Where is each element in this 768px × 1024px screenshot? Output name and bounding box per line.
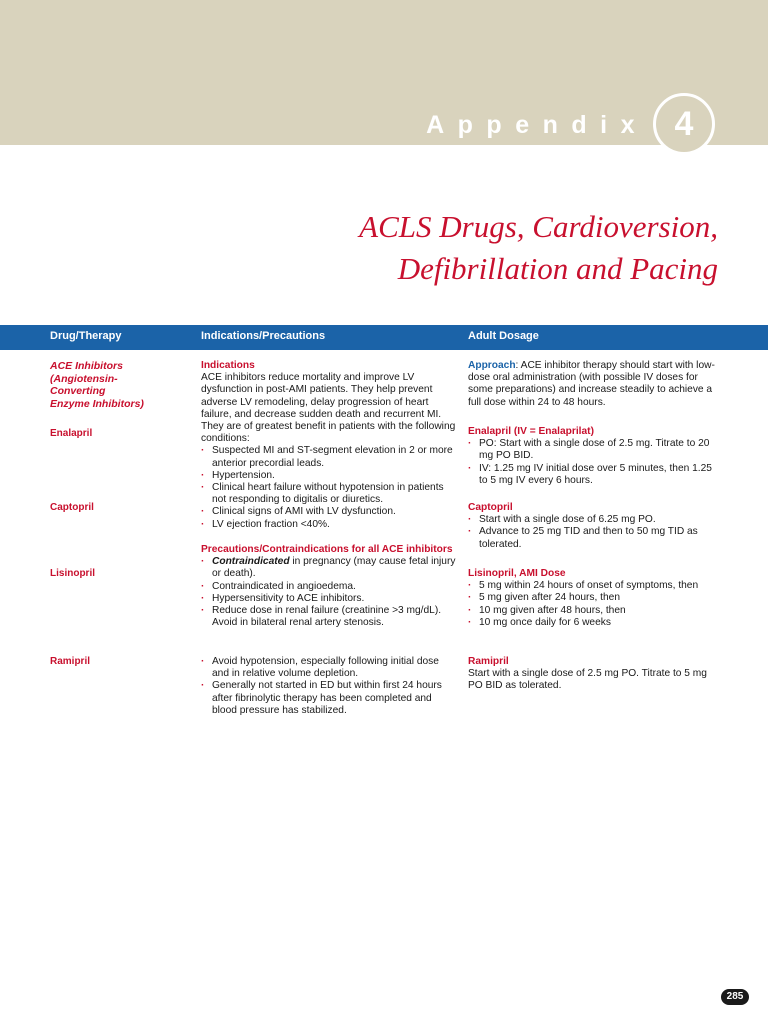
indications-cell [201, 360, 457, 531]
list-item: · Contraindicated in angioedema. [201, 581, 457, 593]
title-line-2: Defibrillation and Pacing [397, 251, 718, 286]
list-item: · Generally not started in ED but within first 24 hours after fibrinolytic therapy has been completed and blood pressure has stabilized. [201, 680, 457, 717]
drug-lisinopril: Lisinopril [50, 568, 95, 579]
dosage-ramipril [468, 656, 723, 693]
column-header-indications: Indications/Precautions [201, 330, 326, 342]
title-line-1: ACLS Drugs, Cardioversion, [359, 209, 718, 244]
list-item: · Hypersensitivity to ACE inhibitors. [201, 593, 457, 605]
column-header-drug: Drug/Therapy [50, 330, 122, 342]
drug-class-line: Converting [50, 385, 106, 397]
captopril-list [468, 514, 723, 551]
list-item [201, 556, 457, 580]
list-item: · 10 mg once daily for 6 weeks [468, 617, 723, 629]
captopril-heading: Captopril [468, 502, 513, 513]
precautions-list [201, 556, 457, 629]
dosage-lisinopril [468, 568, 723, 629]
precautions-cell [201, 544, 457, 629]
list-item: · Hypertension. [201, 470, 457, 482]
approach-label: Approach [468, 360, 516, 371]
table-header [0, 325, 768, 350]
list-item: · Clinical heart failure without hypotension in patients not responding to digitalis or diuretics. [201, 482, 457, 506]
ramipril-notes-cell [201, 656, 457, 717]
appendix-label: Appendix [426, 111, 648, 139]
drug-class-line: (Angiotensin- [50, 372, 118, 385]
list-item: · Clinical signs of AMI with LV dysfunction. [201, 506, 457, 518]
indications-list [201, 445, 457, 530]
list-item: · 10 mg given after 48 hours, then [468, 605, 723, 617]
indications-paragraph: ACE inhibitors reduce mortality and improve LV dysfunction in post-AMI patients. They help prevent adverse LV remodeling, delay progression of heart failure, and decrease sudden death and recurrent MI. They are of greatest benefit in patients with the following conditions: [201, 372, 456, 445]
list-item: · IV: 1.25 mg IV initial dose over 5 minutes, then 1.25 to 5 mg IV every 6 hours. [468, 463, 723, 487]
indications-heading: Indications [201, 360, 255, 371]
page-title [359, 206, 718, 290]
dosage-captopril [468, 502, 723, 551]
dosage-enalapril [468, 426, 723, 487]
drug-enalapril: Enalapril [50, 428, 93, 439]
enalapril-list [468, 438, 723, 487]
contraindicated-label: Contraindicated [212, 556, 290, 568]
list-item: · PO: Start with a single dose of 2.5 mg. Titrate to 20 mg PO BID. [468, 438, 723, 462]
drug-class-ace-inhibitors [50, 360, 190, 410]
drug-class-line: ACE Inhibitors [50, 360, 123, 372]
list-item: · Suspected MI and ST-segment elevation in 2 or more anterior precordial leads. [201, 445, 457, 469]
list-item: · LV ejection fraction <40%. [201, 519, 457, 531]
contraindicated-text: in pregnancy (may cause fetal injury or death). [212, 556, 456, 580]
appendix-number-badge: 4 [653, 93, 715, 155]
ramipril-dosage-text: Start with a single dose of 2.5 mg PO. Titrate to 5 mg PO BID as tolerated. [468, 668, 707, 692]
drug-ramipril: Ramipril [50, 656, 91, 667]
lisinopril-heading: Lisinopril, AMI Dose [468, 568, 566, 579]
list-item: · Avoid hypotension, especially following initial dose and in relative volume depletion. [201, 656, 457, 680]
ramipril-notes-list [201, 656, 457, 717]
list-item: · Reduce dose in renal failure (creatinine >3 mg/dL). Avoid in bilateral renal artery stenosis. [201, 605, 457, 629]
page-number: 285 [721, 989, 749, 1005]
list-item: · Advance to 25 mg TID and then to 50 mg TID as tolerated. [468, 526, 723, 550]
approach-text: : ACE inhibitor therapy should start with low-dose oral administration (with possible IV doses for some preparations) and increase steadily to achieve a full dose within 24 to 48 hours. [468, 360, 715, 408]
drug-class-line: Enzyme Inhibitors) [50, 397, 144, 410]
list-item: · 5 mg given after 24 hours, then [468, 592, 723, 604]
drug-captopril: Captopril [50, 502, 94, 513]
enalapril-heading: Enalapril (IV = Enalaprilat) [468, 426, 594, 437]
list-item: · 5 mg within 24 hours of onset of symptoms, then [468, 580, 723, 592]
list-item: · Start with a single dose of 6.25 mg PO. [468, 514, 723, 526]
precautions-heading: Precautions/Contraindications for all ACE inhibitors [201, 544, 453, 555]
column-header-dosage: Adult Dosage [468, 330, 539, 342]
dosage-approach [468, 360, 723, 409]
lisinopril-list [468, 580, 723, 629]
ramipril-heading: Ramipril [468, 656, 509, 667]
